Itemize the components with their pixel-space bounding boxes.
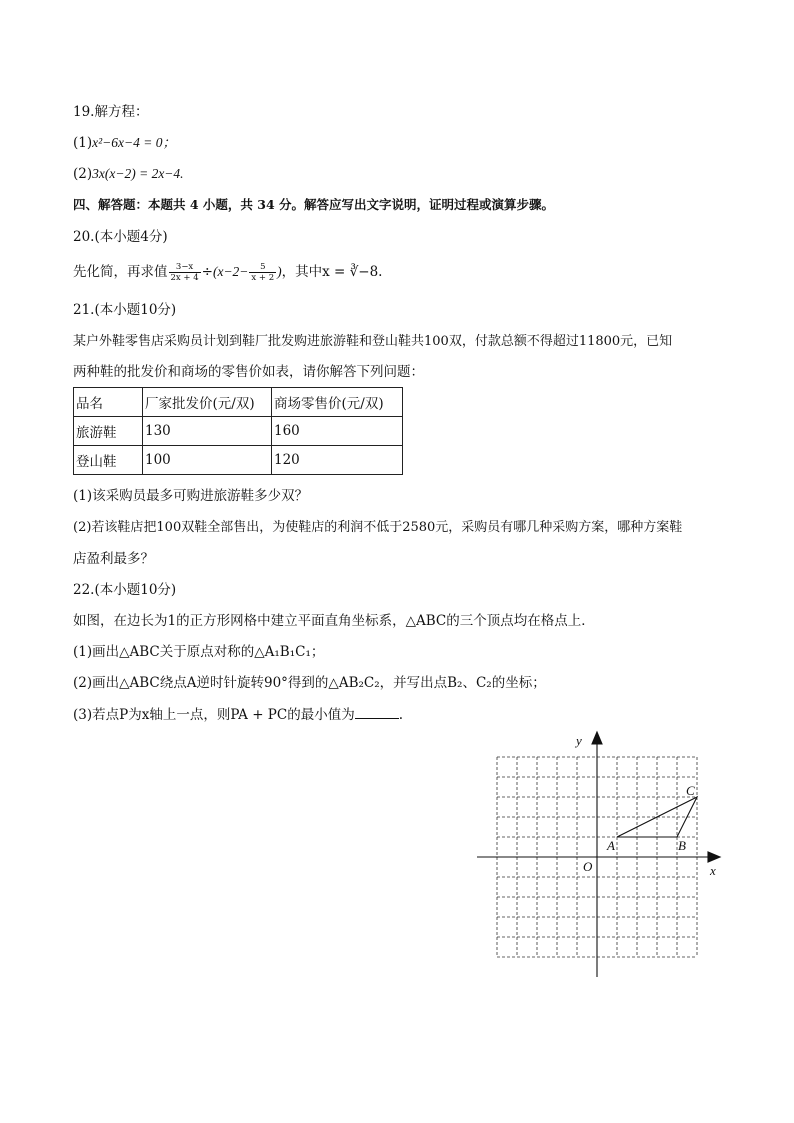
x-axis-arrow [708,852,720,862]
q19-part2 [73,164,184,184]
origin-label: O [583,859,593,874]
q22-title: 22.(本小题10分) [73,582,177,598]
table-row [74,417,403,446]
answer-blank [355,706,399,719]
table-header-row [74,388,403,417]
q21-intro-line2: 两种鞋的批发价和商场的零售价如表，请你解答下列问题： [73,364,424,380]
coordinate-grid-figure [470,727,730,979]
q22-part3-end: . [398,707,404,723]
q19-title: 19.解方程： [73,104,149,120]
table-header-cell: 厂家批发价(元/双) [143,388,272,417]
q22-intro: 如图，在边长为1的正方形网格中建立平面直角坐标系，△ABC的三个顶点均在格点上． [73,613,595,629]
q20-fraction-1-denominator: 2x + 4 [170,273,199,283]
x-axis-label: x [710,863,716,878]
table-cell: 130 [143,417,272,446]
point-a-label: A [607,838,615,853]
q22-part3 [73,705,403,725]
point-b-label: B [678,838,686,853]
table-row [74,446,403,475]
q22-part2: (2)画出△ABC绕点A逆时针旋转90°得到的△AB₂C₂，并写出点B₂、C₂的坐标； [73,675,546,691]
q20-fraction-2-numerator: 5 [249,262,276,273]
table-cell: 登山鞋 [74,446,143,475]
q20-paren-open: (x−2− [212,264,249,279]
q20-fraction-1 [169,262,201,283]
q19-part1-label: (1) [73,135,93,151]
table-header-cell: 商场零售价(元/双) [272,388,403,417]
q20-problem [73,262,382,283]
section4-heading: 四、解答题：本题共 4 小题，共 34 分。解答应写出文字说明，证明过程或演算步骤。 [73,197,555,212]
q22-part3-text: (3)若点P为x轴上一点，则PA + PC的最小值为 [73,707,355,723]
q21-part1: (1)该采购员最多可购进旅游鞋多少双？ [73,488,309,504]
q21-part2-line1: (2)若该鞋店把100双鞋全部售出，为使鞋店的利润不低于2580元，采购员有哪几种采购方案，哪种方案鞋 [73,520,683,535]
q20-fraction-2-denominator: x + 2 [251,273,275,283]
price-table [73,387,403,475]
q20-fraction-2 [249,262,276,283]
q22-part1: (1)画出△ABC关于原点对称的△A₁B₁C₁； [73,644,325,660]
y-axis-arrow [592,732,602,744]
table-header-cell: 品名 [74,388,143,417]
q19-part1-equation: x²−6x−4 = 0； [92,135,176,150]
q20-text-after: ，其中x = ∛−8. [281,264,383,280]
q19-part2-label: (2) [73,166,93,182]
q21-title: 21.(本小题10分) [73,302,177,318]
q20-paren-close: ) [277,264,282,279]
table-cell: 120 [272,446,403,475]
table-cell: 160 [272,417,403,446]
y-axis-label: y [576,733,582,748]
table-cell: 100 [143,446,272,475]
q21-intro-line1: 某户外鞋零售店采购员计划到鞋厂批发购进旅游鞋和登山鞋共100双，付款总额不得超过11800元，已知 [73,334,673,349]
q19-part1 [73,133,176,153]
q20-title: 20.(本小题4分) [73,229,168,245]
q20-text-before: 先化简，再求值 [73,264,168,280]
axes [477,732,720,977]
q20-divide-sign: ÷ [201,264,213,280]
point-c-label: C [686,783,695,798]
q20-fraction-1-numerator: 3−x [169,262,201,273]
table-cell: 旅游鞋 [74,417,143,446]
q21-part2-line2: 店盈利最多？ [73,551,154,567]
q19-part2-equation: 3x(x−2) = 2x−4. [92,166,184,181]
